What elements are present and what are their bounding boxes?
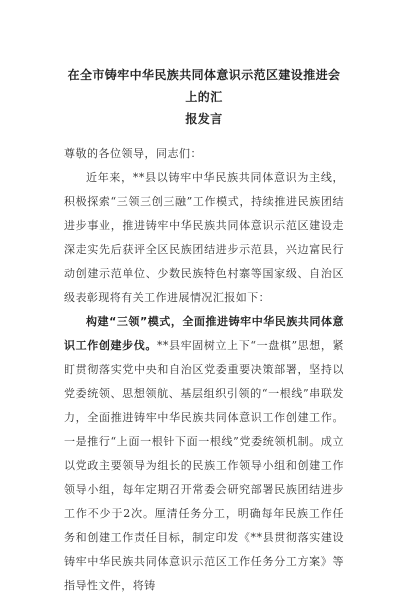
paragraph-intro-text: 近年来，**县以铸牢中华民族共同体意识为主线，积极探索“三领三创三融”工作模式，持续推进民族团结进步事业，推进铸牢中华民族共同体意识示范区建设走深走实先后获评全区民族团结进步示范县，兴边富民行动创建示范单位、少数民族特色村寨等国家级、自治区级表彰现将有关工作进展情况汇报如下：: [64, 171, 344, 304]
paragraph-section-1: [64, 310, 344, 598]
document-title-line-2: 报发言: [185, 112, 223, 126]
greeting: 尊敬的各位领导，同志们：: [64, 147, 202, 160]
section-heading: 构建“三领”模式，全面推进铸牢中华民族共同体意识工作创建步伐。: [64, 315, 344, 352]
document-title-line-1: 在全市铸牢中华民族共同体意识示范区建设推进会上的汇: [67, 68, 341, 104]
document-title: [64, 64, 344, 130]
paragraph-intro: [64, 166, 344, 310]
paragraph-section-1-text: **县牢固树立上下“一盘棋”思想，紧盯贯彻落实党中央和自治区党委重要决策部署，坚持以党委统领、思想领航、基层组织引领的“一根线”串联发力，全面推进铸牢中华民族共同体意识工作创建工作。一是推行“上面一根针下面一根线”党委统领机制。成立以党政主要领导为组长的民族工作领导小组和创建工作领导小组，每年定期召开常委会研究部署民族团结进步工作不少于2次。厘清任务分工，明确每年民族工作任务和创建工作责任目标，制定印发《**县贯彻落实建设铸牢中华民族共同体意识示范区工作任务分工方案》等指导性文件，将铸: [64, 339, 344, 592]
